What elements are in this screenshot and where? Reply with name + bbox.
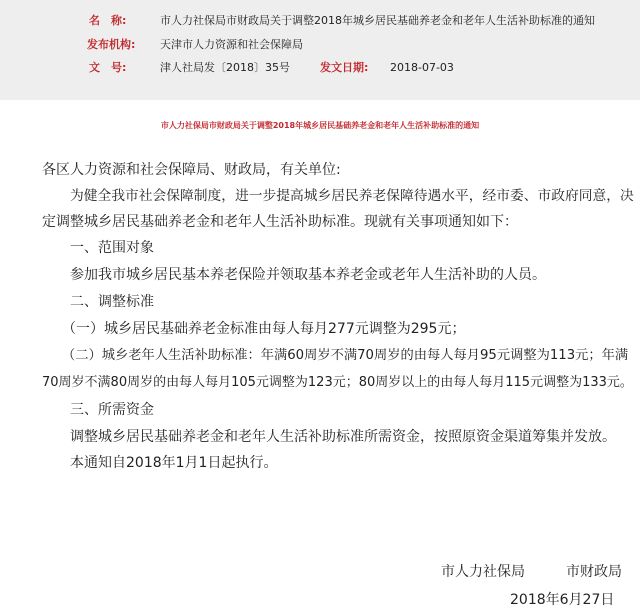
doc-row [89,61,126,75]
body-line: 参加我市城乡居民基本养老保险并领取基本养老金或老年人生活补助的人员。 [70,267,546,283]
section-heading: 二、调整标准 [70,294,154,310]
date-value: 2018-07-03 [390,61,454,74]
body-line: （二）城乡老年人生活补助标准：年满60周岁不满70周岁的由每人每月95元调整为113元；年满 [62,348,629,363]
org-label: 发布机构: [87,38,136,51]
signer-hrss: 市人力社保局 [441,564,525,580]
body-line: 70周岁不满80周岁的由每人每月105元调整为123元；80周岁以上的由每人每月115元调整为133元。 [42,375,633,390]
section-heading: 一、范围对象 [70,240,154,256]
body-line: （一）城乡居民基础养老金标准由每人每月277元调整为295元； [62,321,466,337]
body-line: 为健全我市社会保障制度，进一步提高城乡居民养老保障待遇水平，经市委、市政府同意，决 [70,188,634,204]
document-metadata-panel [0,0,640,100]
body-line: 本通知自2018年1月1日起执行。 [70,455,278,471]
doc-label: 文 号: [89,61,127,74]
signing-date: 2018年6月27日 [510,592,615,608]
date-label: 发文日期: [320,61,369,74]
name-label: 名 称: [89,14,127,27]
body-line: 调整城乡居民基础养老金和老年人生活补助标准所需资金，按照原资金渠道筹集并发放。 [70,429,616,445]
org-row [87,38,135,52]
body-line: 定调整城乡居民基础养老金和老年人生活补助标准。现就有关事项通知如下： [42,214,518,230]
org-value: 天津市人力资源和社会保障局 [160,38,303,51]
document-title: 市人力社保局市财政局关于调整2018年城乡居民基础养老金和老年人生活补助标准的通知 [160,121,480,130]
doc-value: 津人社局发〔2018〕35号 [160,61,290,74]
name-value: 市人力社保局市财政局关于调整2018年城乡居民基础养老金和老年人生活补助标准的通知 [160,14,595,27]
section-heading: 三、所需资金 [70,402,154,418]
salutation: 各区人力资源和社会保障局、财政局，有关单位: [42,162,341,178]
signer-finance: 市财政局 [566,564,622,580]
name-row [89,14,126,28]
date-row [320,61,368,75]
